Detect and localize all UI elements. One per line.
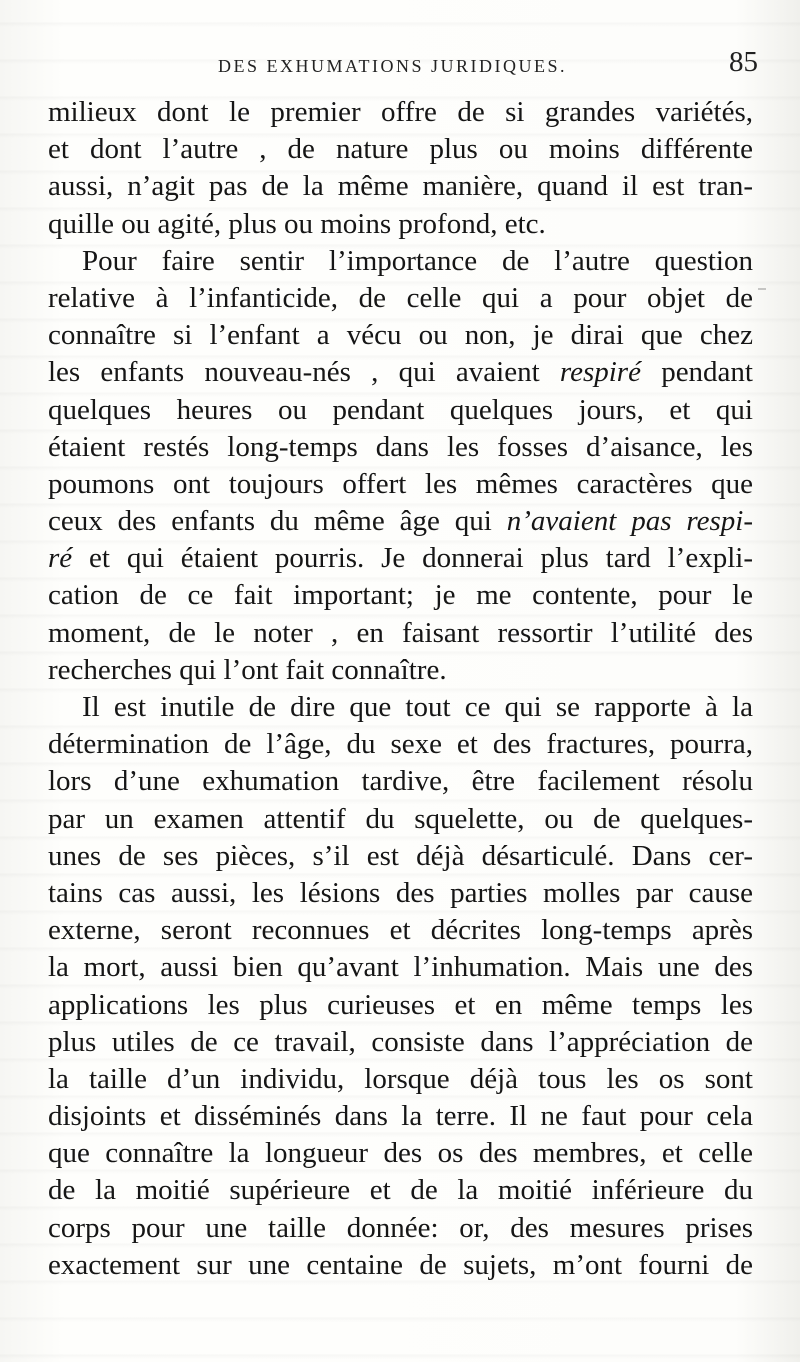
- body-text: [48, 94, 753, 1284]
- text-line: et dont l’autre , de nature plus ou moins différente: [48, 133, 753, 166]
- text-line: aussi, n’agit pas de la même manière, quand il est tran-: [48, 170, 753, 203]
- italic-fragment: ré: [48, 542, 73, 575]
- text-line: milieux dont le premier offre de si grandes variétés,: [48, 96, 753, 128]
- running-head: DES EXHUMATIONS JURIDIQUES.: [218, 56, 568, 76]
- text-line: la taille d’un individu, lorsque déjà tous les os sont: [48, 1062, 753, 1095]
- line-text-before-italic: les enfants nouveau-nés , qui avaient: [48, 356, 560, 389]
- paragraph-continuation: [48, 94, 753, 243]
- text-line: cation de ce fait important; je me contente, pour le: [48, 579, 753, 612]
- text-line: unes de ses pièces, s’il est déjà désarticulé. Dans cer-: [48, 839, 753, 872]
- text-line: moment, de le noter , en faisant ressortir l’utilité des: [48, 616, 753, 649]
- text-line: de la moitié supérieure et de la moitié inférieure du: [48, 1174, 753, 1207]
- text-line: poumons ont toujours offert les mêmes caractères que: [48, 467, 753, 500]
- text-line: relative à l’infanticide, de celle qui a pour objet de: [48, 281, 753, 314]
- line-text-after-italic: et qui étaient pourris. Je donnerai plus tard l’expli-: [72, 542, 753, 575]
- italic-term: respiré: [559, 356, 641, 389]
- text-line: détermination de l’âge, du sexe et des fractures, pourra,: [48, 728, 753, 761]
- text-line: quille ou agité, plus ou moins profond, etc.: [48, 207, 546, 240]
- text-line: quelques heures ou pendant quelques jours, et qui: [48, 393, 753, 426]
- paragraph-infanticide: [48, 243, 753, 689]
- text-line: lors d’une exhumation tardive, être facilement résolu: [48, 765, 753, 798]
- line-text-after-italic: pendant: [640, 356, 753, 389]
- text-line: par un examen attentif du squelette, ou de quelques-: [48, 802, 753, 835]
- margin-mark: [758, 288, 766, 290]
- page-number: 85: [729, 46, 758, 78]
- text-line: plus utiles de ce travail, consiste dans l’appréciation de: [48, 1025, 753, 1058]
- text-line: étaient restés long-temps dans les fosses d’aisance, les: [48, 430, 753, 463]
- italic-phrase: n’avaient pas respi-: [506, 505, 753, 538]
- text-line: que connaître la longueur des os des membres, et celle: [48, 1137, 753, 1170]
- text-line: Il est inutile de dire que tout ce qui se rapporte à la: [82, 691, 753, 723]
- text-line: Pour faire sentir l’importance de l’autre question: [82, 244, 753, 277]
- line-text-before-italic: ceux des enfants du même âge qui: [48, 505, 507, 538]
- text-line: recherches qui l’ont fait connaître.: [48, 653, 447, 686]
- text-line-with-italic: [48, 354, 753, 391]
- paragraph-exhumation: [48, 689, 753, 1284]
- text-line-with-italic: [48, 503, 753, 540]
- text-line-with-italic: [48, 540, 753, 577]
- text-line: la mort, aussi bien qu’avant l’inhumation. Mais une des: [48, 951, 753, 984]
- text-line: tains cas aussi, les lésions des parties molles par cause: [48, 876, 753, 909]
- text-line: exactement sur une centaine de sujets, m’ont fourni de: [48, 1248, 753, 1281]
- text-line: externe, seront reconnues et décrites long-temps après: [48, 914, 753, 947]
- text-line: disjoints et disséminés dans la terre. Il ne faut pour cela: [48, 1100, 753, 1133]
- text-line: applications les plus curieuses et en même temps les: [48, 988, 753, 1021]
- text-line: corps pour une taille donnée: or, des mesures prises: [48, 1211, 753, 1244]
- page-header: [218, 46, 758, 80]
- text-line: connaître si l’enfant a vécu ou non, je dirai que chez: [48, 319, 753, 352]
